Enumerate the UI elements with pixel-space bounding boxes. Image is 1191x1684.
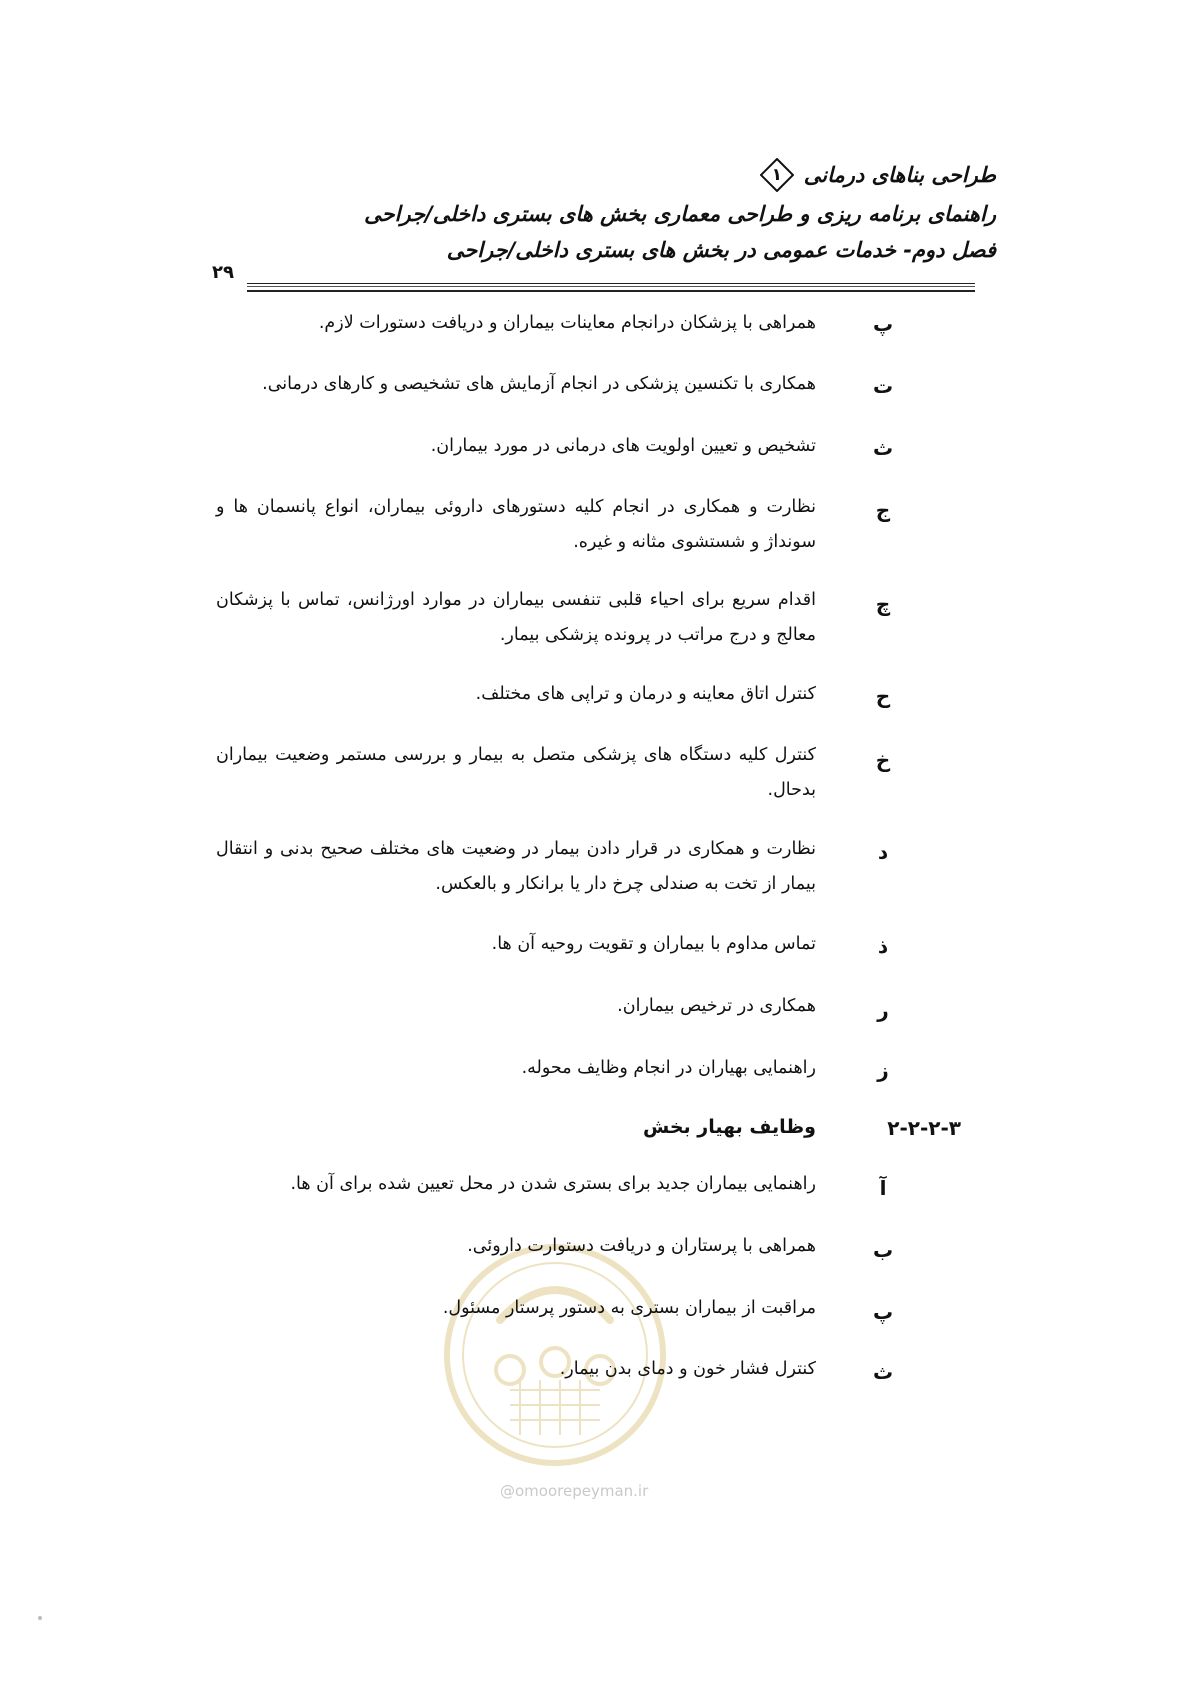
list-item: همراهی با پرستاران و دریافت دستوارت داروئی.	[467, 1236, 816, 1256]
watermark-caption: @omoorepeyman.ir	[500, 1482, 649, 1500]
item-marker: پ	[872, 1300, 894, 1324]
list-item: کنترل فشار خون و دمای بدن بیمار.	[559, 1359, 816, 1379]
item-marker: آ	[879, 1176, 887, 1200]
book-number-badge	[760, 158, 794, 192]
list-item: نظارت و همکاری در انجام کلیه دستورهای داروئی بیماران، انواع پانسمان ها و سونداژ و شستشوی مثانه و غیره.	[216, 497, 816, 552]
book-number: ۱	[771, 165, 782, 185]
list-item: کنترل کلیه دستگاه های پزشکی متصل به بیمار و بررسی مستمر وضعیت بیماران بدحال.	[216, 745, 816, 800]
item-marker: خ	[875, 748, 891, 772]
item-marker: پ	[872, 312, 894, 336]
chapter-title: فصل دوم- خدمات عمومی در بخش های بستری داخلی/جراحی	[446, 238, 996, 262]
item-marker: ح	[875, 684, 891, 708]
list-item: نظارت و همکاری در قرار دادن بیمار در وضعیت های مختلف صحیح بدنی و انتقال بیمار از تخت به صندلی چرخ دار یا برانکار و بالعکس.	[216, 839, 816, 894]
list-item: تماس مداوم با بیماران و تقویت روحیه آن ها.	[491, 934, 816, 954]
item-marker: ب	[872, 1238, 894, 1262]
section-title: وظایف بهیار بخش	[642, 1116, 816, 1138]
item-marker: ث	[872, 1360, 894, 1384]
book-title: طراحی بناهای درمانی	[803, 163, 996, 187]
list-item: همکاری در ترخیص بیماران.	[617, 996, 816, 1016]
list-item: مراقبت از بیماران بستری به دستور پرستار مسئول.	[442, 1298, 816, 1318]
book-subtitle: راهنمای برنامه ریزی و طراحی معماری بخش های بستری داخلی/جراحی	[364, 202, 996, 226]
list-item: راهنمایی بهیاران در انجام وظایف محوله.	[521, 1058, 816, 1078]
list-item: کنترل اتاق معاینه و درمان و تراپی های مختلف.	[475, 684, 816, 704]
section-number: ۲-۲-۲-۳	[887, 1116, 961, 1140]
page-number: ۲۹	[212, 262, 234, 283]
item-marker: د	[877, 840, 889, 864]
item-marker: ذ	[877, 934, 889, 958]
item-marker: چ	[875, 592, 891, 616]
item-marker: ت	[872, 374, 894, 398]
item-marker: ج	[875, 498, 891, 522]
item-marker: ز	[877, 1058, 889, 1082]
list-item: تشخیص و تعیین اولویت های درمانی در مورد بیماران.	[430, 436, 816, 456]
item-marker: ر	[877, 998, 889, 1022]
book-title-line	[760, 158, 996, 192]
list-item: اقدام سریع برای احیاء قلبی تنفسی بیماران در موارد اورژانس، تماس با پزشکان معالج و درج مراتب در پرونده پزشکی بیمار.	[216, 590, 816, 645]
header-rule	[247, 283, 975, 292]
list-item: همراهی با پزشکان درانجام معاینات بیماران و دریافت دستورات لازم.	[318, 313, 816, 333]
list-item: راهنمایی بیماران جدید برای بستری شدن در محل تعیین شده برای آن ها.	[290, 1174, 816, 1194]
item-marker: ث	[872, 436, 894, 460]
list-item: همکاری با تکنسین پزشکی در انجام آزمایش های تشخیصی و کارهای درمانی.	[262, 374, 816, 394]
scan-speck	[38, 1616, 42, 1620]
